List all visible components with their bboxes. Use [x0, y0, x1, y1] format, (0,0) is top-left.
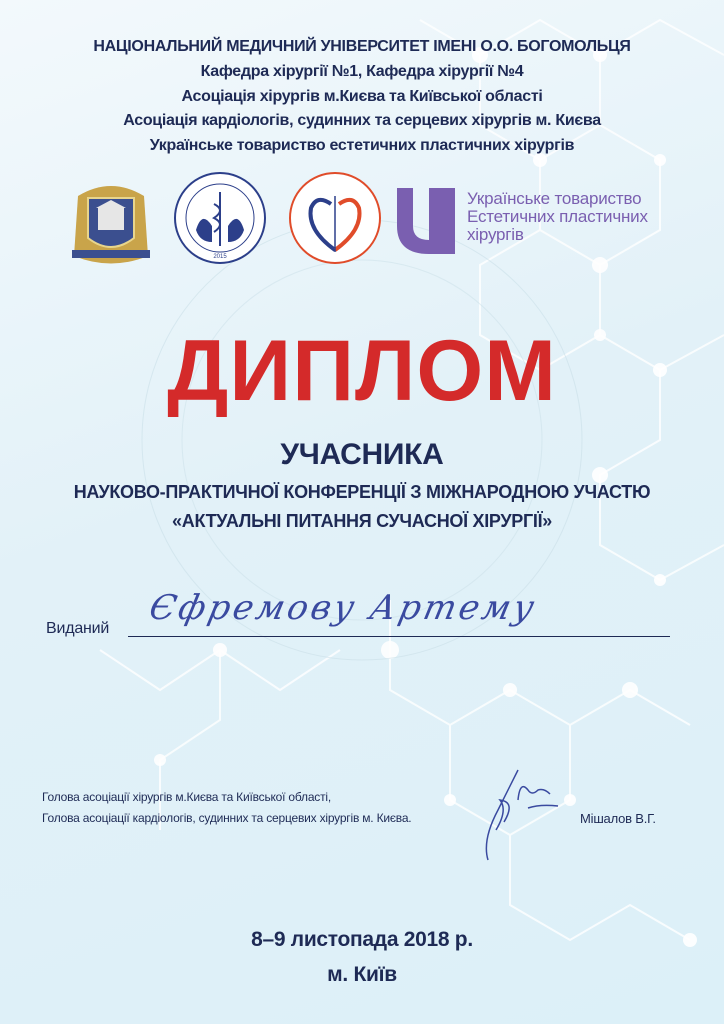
cardio-association-line: Асоціація кардіологів, судинних та серцевих хірургів м. Києва: [123, 112, 601, 129]
surgeons-association-logo: [172, 170, 268, 266]
diploma-subtitle: УЧАСНИКА: [280, 438, 444, 471]
university-name: НАЦІОНАЛЬНИЙ МЕДИЧНИЙ УНІВЕРСИТЕТ ІМЕНІ О.О. БОГОМОЛЬЦЯ: [93, 38, 631, 55]
signature: [458, 760, 568, 870]
event-date: 8–9 листопада 2018 р.: [251, 928, 473, 951]
event-city: м. Київ: [327, 963, 397, 986]
association-line: Асоціація хірургів м.Києва та Київської області: [181, 88, 543, 105]
uteps-logo-text: [467, 190, 648, 244]
recipient-line: [128, 636, 670, 637]
university-crest-logo: [68, 176, 154, 268]
department-line: Кафедра хірургії №1, Кафедра хірургії №4: [200, 63, 524, 80]
cardio-association-logo: [287, 170, 383, 266]
svg-text:2015: 2015: [213, 254, 227, 260]
conference-line-2: «АКТУАЛЬНІ ПИТАННЯ СУЧАСНОЇ ХІРУРГІЇ»: [172, 511, 552, 531]
signatory-position-1: Голова асоціації хірургів м.Києва та Київської області,: [42, 790, 332, 804]
uteps-line-1: Українське товариство: [467, 189, 642, 208]
issued-label: Виданий: [46, 620, 110, 637]
uteps-logo: [393, 186, 463, 256]
uteps-line-3: хірургів: [467, 225, 524, 244]
plastic-surgeons-line: Українське товариство естетичних пластичних хірургів: [149, 137, 575, 154]
diploma-title: ДИПЛОМ: [167, 323, 557, 419]
signatory-position-2: Голова асоціації кардіологів, судинних та серцевих хірургів м. Києва.: [42, 811, 412, 825]
signatory-name: Мішалов В.Г.: [580, 811, 656, 826]
conference-line-1: НАУКОВО-ПРАКТИЧНОЇ КОНФЕРЕНЦІЇ З МІЖНАРОДНОЮ УЧАСТЮ: [73, 482, 651, 502]
recipient-handwritten-name: Єфремову Артему: [145, 588, 541, 628]
uteps-line-2: Естетичних пластичних: [467, 207, 648, 226]
